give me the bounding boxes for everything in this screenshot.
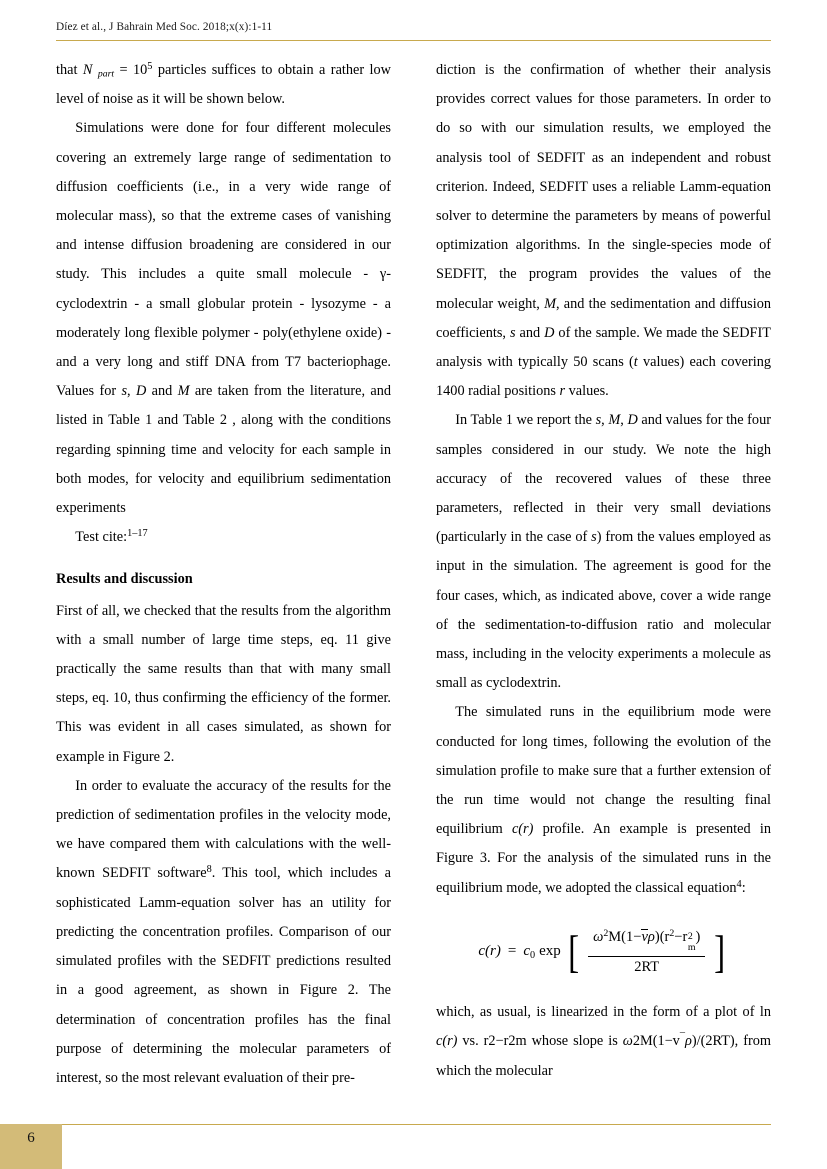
variable-s: s xyxy=(591,529,597,546)
two-column-body xyxy=(56,56,771,1096)
inline-vbar: ¯ xyxy=(679,1032,685,1044)
text-run: values) each covering 1400 radial positions xyxy=(436,354,771,400)
text-run: , xyxy=(127,383,136,400)
eq-equals: = xyxy=(507,943,517,959)
text-run: and xyxy=(146,383,178,400)
text-run: Simulations were done for four different molecules covering an extremely large range of sedimentation to diffusion coefficients (i.e., in a very wide range of molecular mass), so that the extreme cases of vanishing and intense diffusion broadening are considered in our study. This includes a quite small molecule - γ-cyclodextrin - a small globular protein - lysozyme - a moderately long flexible polymer - poly(ethylene oxide) - and a very long and stiff DNA from T7 bacteriophage. Values for xyxy=(56,120,391,400)
inline-rho: ρ xyxy=(684,1033,692,1050)
eq-rm-subscript: m xyxy=(687,941,696,953)
eq-rm: r xyxy=(682,928,688,945)
eq-c: c xyxy=(478,943,485,959)
eq-fraction xyxy=(588,929,705,974)
text-run: profile. An example is presented in Figure 3. For the analysis of the simulated runs in the equilibrium mode, we adopted the classical equation xyxy=(436,821,771,896)
display-equation xyxy=(436,925,771,977)
text-run: vs. r2−r2m whose slope is xyxy=(457,1033,623,1050)
subscript-part: part xyxy=(97,68,115,80)
eq-rm-exponent: 2 xyxy=(687,931,693,943)
eq-bracket-right: ] xyxy=(714,925,726,977)
variable-D: D xyxy=(627,412,638,429)
text-run: = 10 xyxy=(114,62,148,78)
equation-inner xyxy=(478,925,728,977)
text-run: of the sample. We made the SEDFIT analysis with typically 50 scans ( xyxy=(436,324,771,371)
text-run: diction is the confirmation of whether their analysis provides correct values for those parameters. In order to do so with our simulation results, we employed the analysis tool of SEDFIT as an independent and robust criterion. Indeed, SEDFIT uses a reliable Lamm-equation solver to determine the parameters by means of powerful optimization algorithms. In the single-species mode of SEDFIT, the program provides the values of the molecular weight, xyxy=(436,62,771,312)
variable-s: s xyxy=(121,383,128,400)
paragraph-left-4: First of all, we checked that the results from the algorithm with a small number of large time steps, eq. 11 give practically the same results than that with many small steps, eq. 10, thus confirming the efficiency of the former. This was evident in all cases simulated, as shown for example in Figure 2. xyxy=(56,602,391,765)
citation-marker: 1–17 xyxy=(127,528,148,540)
variable-M: M xyxy=(544,295,557,312)
paragraph-left-1 xyxy=(56,56,391,114)
eq-c0-base: c xyxy=(523,943,530,959)
paragraph-left-5 xyxy=(56,772,391,1093)
eq-M: M xyxy=(608,928,622,945)
text-run: that xyxy=(56,62,83,78)
text-run: and xyxy=(515,324,545,341)
eq-c0 xyxy=(523,944,535,959)
variable-D: D xyxy=(135,383,147,400)
eq-paren-one: (1 xyxy=(621,928,634,945)
function-c-of-r: c(r) xyxy=(511,821,534,838)
paragraph-right-1 xyxy=(436,56,771,406)
right-column xyxy=(436,56,771,1096)
function-c-of-r: c(r) xyxy=(436,1033,458,1050)
eq-omega: ω xyxy=(593,928,604,945)
inline-omega: ω xyxy=(622,1033,633,1050)
text-run: : xyxy=(741,879,746,896)
text-run: In order to evaluate the accuracy of the results for the prediction of sedimentation profiles in the velocity mode, we have compared them with calculations with the well-known SEDFIT software xyxy=(56,777,391,882)
text-run: , xyxy=(620,412,628,429)
text-run: . This tool, which includes a sophisticated Lamm-equation solver has an utility for predicting the concentration profiles. Comparison of our simulated profiles with the SEDFIT predictions resulted in a good agreement, as shown in Figure 2. The determination of concentration profiles has the final purpose of determining the molecular parameters of interest, so the most relevant evaluation of their pre- xyxy=(56,865,391,1086)
citation-marker: 4 xyxy=(736,878,742,890)
text-run: ) from the values employed as input in the simulation. The agreement is good for the four cases, which, as indicated above, cover a wide range of the sedimentation-to-diffusion ratio and molecular mass, including in the velocity experiments a molecule as small as cyclodextrin. xyxy=(436,529,771,692)
page-number: 6 xyxy=(27,1130,35,1146)
text-run: , and the sedimentation and diffusion coefficients, xyxy=(436,295,772,341)
variable-M: M xyxy=(608,412,621,429)
variable-D: D xyxy=(544,324,555,341)
eq-paren-close: ) xyxy=(495,943,501,959)
eq-denominator: 2RT xyxy=(634,958,660,975)
footer-rule xyxy=(56,1124,771,1125)
paragraph-right-2 xyxy=(436,406,771,698)
eq-minus-2: − xyxy=(674,928,683,945)
text-run: The simulated runs in the equilibrium mode were conducted for long times, following the evolution of the simulation profile to make sure that a further extension of the run time would not change the resulting final equilibrium xyxy=(436,704,771,838)
text-run: particles suffices to obtain a rather low level of noise as it will be shown below. xyxy=(56,62,392,108)
eq-c0-sub: 0 xyxy=(529,949,536,961)
variable-t: t xyxy=(633,354,638,371)
text-run: )/(2RT), from which the molecular xyxy=(436,1033,771,1079)
eq-paren-open: ( xyxy=(485,943,490,959)
variable-N: N xyxy=(82,62,93,78)
variable-M: M xyxy=(177,383,190,400)
running-head: Díez et al., J Bahrain Med Soc. 2018;x(x):1-11 xyxy=(56,21,273,33)
eq-paren-close-1: ) xyxy=(654,928,660,945)
eq-r-close: ) xyxy=(695,928,701,945)
paragraph-left-3-test-cite xyxy=(56,523,391,552)
text-run: 2M(1−v xyxy=(632,1033,680,1050)
text-run: are taken from the literature, and listed in Table 1 and Table 2 , along with the conditions regarding spinning time and velocity for each sample in both modes, for velocity and equilibrium sedimentation experiments xyxy=(56,383,391,517)
eq-r: r xyxy=(490,943,496,959)
equation-lhs xyxy=(478,944,501,959)
text-run: In Table 1 we report the xyxy=(455,412,596,429)
paragraph-right-3 xyxy=(436,698,771,902)
section-heading-results: Results and discussion xyxy=(56,571,193,588)
eq-r-exponent: 2 xyxy=(669,927,675,939)
text-run: Test cite: xyxy=(75,529,128,546)
eq-rho: ρ xyxy=(647,928,655,945)
citation-marker: 8 xyxy=(206,864,212,876)
header-rule xyxy=(56,40,771,41)
left-column xyxy=(56,56,391,1096)
paragraph-left-2 xyxy=(56,114,391,523)
eq-bracket-left: [ xyxy=(567,925,579,977)
eq-omega-exponent: 2 xyxy=(603,927,609,939)
text-run: values. xyxy=(565,383,609,400)
superscript-5: 5 xyxy=(147,61,153,73)
text-run: and values for the four samples considered in our study. We note the high accuracy of the recovered values of these three parameters, reflected in their very small deviations (particularly in the case of xyxy=(436,412,771,546)
eq-minus: − xyxy=(633,928,642,945)
eq-r-open: (r xyxy=(659,928,670,945)
variable-s: s xyxy=(595,412,602,429)
variable-s: s xyxy=(509,324,516,341)
text-run: which, as usual, is linearized in the form of a plot of ln xyxy=(436,1004,771,1021)
variable-r: r xyxy=(559,383,566,400)
eq-exp-label: exp xyxy=(539,943,561,959)
eq-numerator xyxy=(588,929,705,956)
eq-nu: ν xyxy=(641,928,648,945)
text-run: , xyxy=(601,412,609,429)
paragraph-right-4 xyxy=(436,998,771,1086)
eq-rm-subsup xyxy=(688,932,696,951)
